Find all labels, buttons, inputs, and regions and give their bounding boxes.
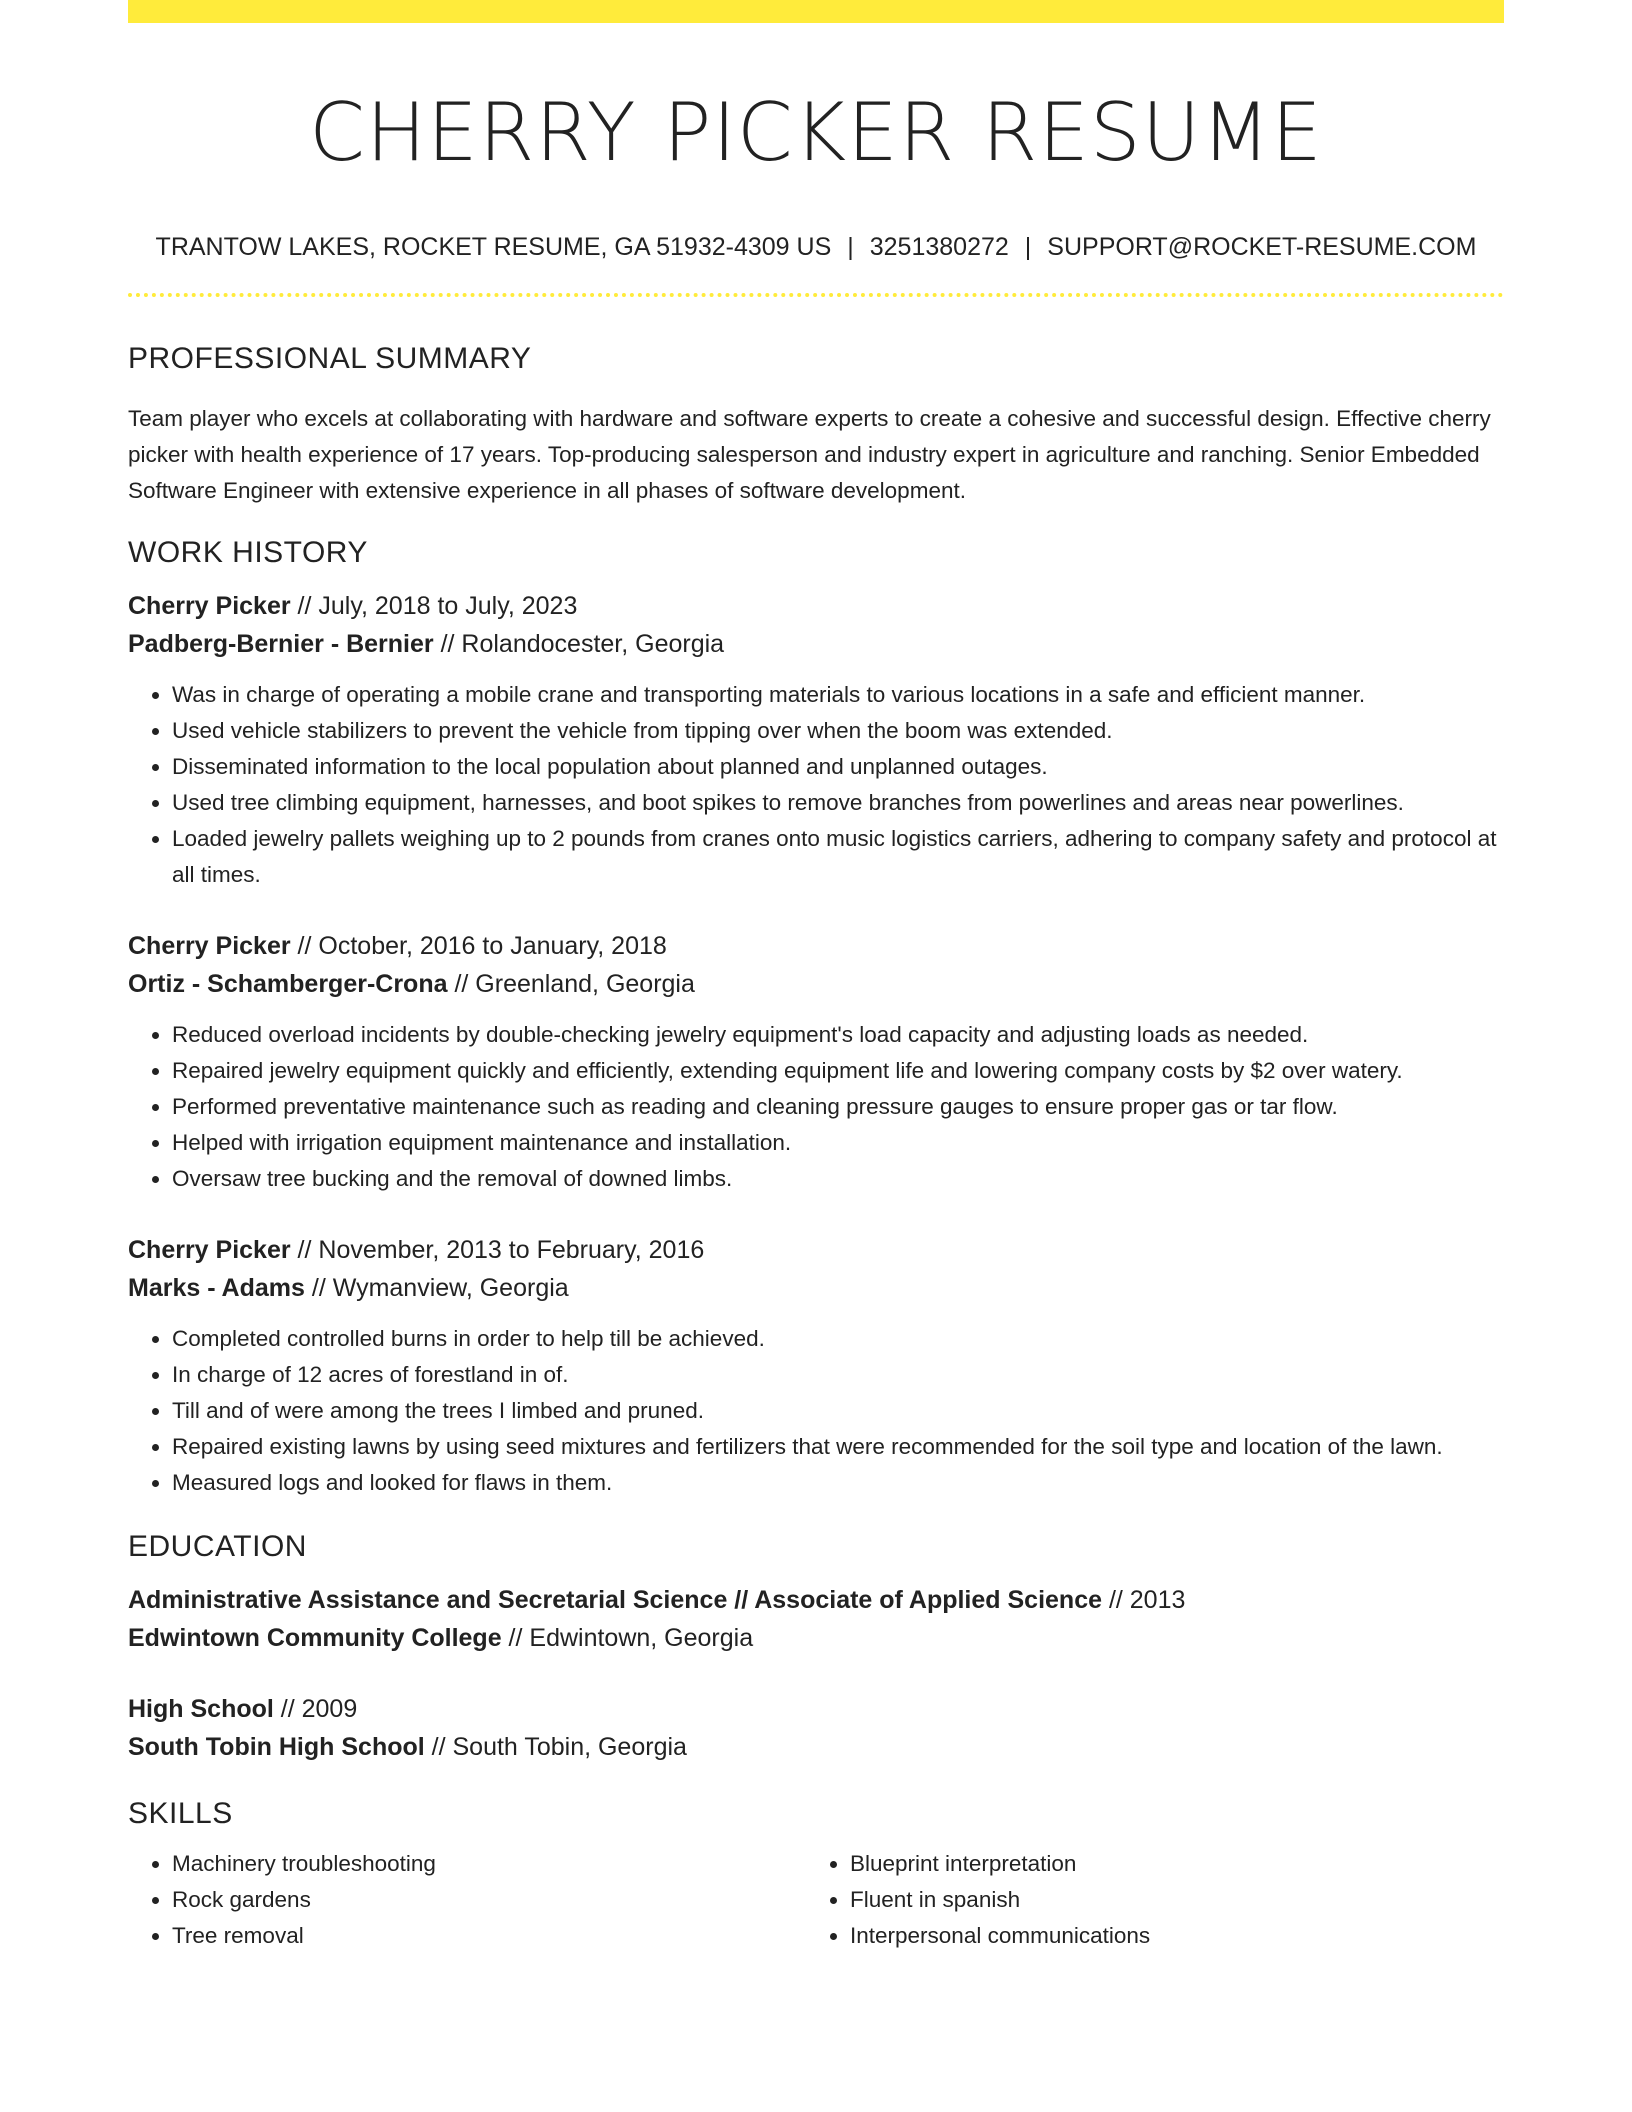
job-bullet: • Loaded jewelry pallets weighing up to 2 pounds from cranes onto music logistics carriers, adhering to company safety and protocol at all times. — [172, 821, 1504, 893]
job-bullets — [128, 1017, 1504, 1197]
contact-email: SUPPORT@ROCKET-RESUME.COM — [1047, 233, 1477, 261]
skill-item: • Machinery troubleshooting — [172, 1846, 806, 1882]
job-role: Cherry Picker — [128, 592, 291, 620]
job-entry — [128, 927, 1504, 1197]
edu-location: // South Tobin, Georgia — [424, 1733, 687, 1761]
resume-page — [128, 0, 1504, 1954]
skill-item: • Rock gardens — [172, 1882, 806, 1918]
job-bullet: • Used vehicle stabilizers to prevent the vehicle from tipping over when the boom was extended. — [172, 713, 1504, 749]
education-entry — [128, 1581, 1504, 1657]
contact-separator: | — [847, 233, 854, 261]
skill-item: • Tree removal — [172, 1918, 806, 1954]
edu-year: // 2013 — [1102, 1586, 1186, 1614]
job-bullet: • Disseminated information to the local population about planned and unplanned outages. — [172, 749, 1504, 785]
work-history-heading: WORK HISTORY — [128, 536, 368, 569]
skills-column-right — [806, 1846, 1484, 1954]
job-entry — [128, 587, 1504, 893]
skills-heading: SKILLS — [128, 1797, 233, 1830]
job-bullet: • Oversaw tree bucking and the removal of downed limbs. — [172, 1161, 1504, 1197]
edu-degree-line — [128, 1690, 1504, 1728]
job-dates: // November, 2013 to February, 2016 — [290, 1236, 705, 1264]
job-bullet: • Till and of were among the trees I limbed and pruned. — [172, 1393, 1504, 1429]
skills-list — [128, 1846, 1504, 1954]
job-company-line — [128, 1269, 1504, 1307]
job-location: // Rolandocester, Georgia — [433, 630, 725, 658]
edu-year: // 2009 — [273, 1695, 358, 1723]
contact-line — [128, 231, 1504, 263]
job-bullets — [128, 677, 1504, 893]
edu-location: // Edwintown, Georgia — [501, 1624, 754, 1652]
job-bullet: • Helped with irrigation equipment maintenance and installation. — [172, 1125, 1504, 1161]
job-location: // Wymanview, Georgia — [304, 1274, 569, 1302]
job-bullet: • Was in charge of operating a mobile crane and transporting materials to various locations in a safe and efficient manner. — [172, 677, 1504, 713]
job-entry — [128, 1231, 1504, 1501]
contact-phone: 3251380272 — [869, 233, 1009, 261]
job-company: Ortiz - Schamberger-Crona — [128, 970, 448, 998]
edu-school: South Tobin High School — [128, 1733, 425, 1761]
job-bullet: • Completed controlled burns in order to help till be achieved. — [172, 1321, 1504, 1357]
summary-heading: PROFESSIONAL SUMMARY — [128, 342, 532, 375]
skill-item: • Interpersonal communications — [850, 1918, 1484, 1954]
accent-top-bar — [128, 0, 1504, 23]
work-history-list — [128, 587, 1504, 1501]
job-bullet: • Reduced overload incidents by double-checking jewelry equipment's load capacity and adjusting loads as needed. — [172, 1017, 1504, 1053]
edu-school-line — [128, 1728, 1504, 1766]
job-role-line — [128, 1231, 1504, 1269]
education-entry — [128, 1690, 1504, 1766]
edu-degree: High School — [128, 1695, 274, 1723]
job-bullet: • Repaired jewelry equipment quickly and efficiently, extending equipment life and lowering company costs by $2 over watery. — [172, 1053, 1504, 1089]
job-bullet: • Performed preventative maintenance such as reading and cleaning pressure gauges to ensure proper gas or tar flow. — [172, 1089, 1504, 1125]
job-bullet: • Repaired existing lawns by using seed mixtures and fertilizers that were recommended for the soil type and location of the lawn. — [172, 1429, 1504, 1465]
edu-school: Edwintown Community College — [128, 1624, 502, 1652]
skill-item: • Fluent in spanish — [850, 1882, 1484, 1918]
job-bullets — [128, 1321, 1504, 1501]
job-company: Marks - Adams — [128, 1274, 305, 1302]
edu-degree: Administrative Assistance and Secretarial Science // Associate of Applied Science — [128, 1586, 1102, 1614]
education-heading: EDUCATION — [128, 1530, 307, 1563]
job-company-line — [128, 965, 1504, 1003]
job-role-line — [128, 587, 1504, 625]
edu-school-line — [128, 1619, 1504, 1657]
job-role-line — [128, 927, 1504, 965]
job-role: Cherry Picker — [128, 932, 291, 960]
job-dates: // July, 2018 to July, 2023 — [290, 592, 578, 620]
dotted-divider — [128, 293, 1504, 297]
skill-item: • Blueprint interpretation — [850, 1846, 1484, 1882]
summary-text: Team player who excels at collaborating with hardware and software experts to create a cohesive and successful design. Effective cherry picker with health experience of 17 years. Top-producing salesperson and industry expert in agriculture and ranching. Senior Embedded Software Engineer with extensive experience in all phases of software development. — [128, 406, 1491, 503]
job-bullet: • Measured logs and looked for flaws in them. — [172, 1465, 1504, 1501]
contact-address: TRANTOW LAKES, ROCKET RESUME, GA 51932-4309 US — [155, 233, 832, 261]
job-bullet: • In charge of 12 acres of forestland in of. — [172, 1357, 1504, 1393]
job-role: Cherry Picker — [128, 1236, 291, 1264]
job-location: // Greenland, Georgia — [447, 970, 695, 998]
job-company: Padberg-Bernier - Bernier — [128, 630, 434, 658]
contact-separator: | — [1024, 233, 1032, 261]
job-dates: // October, 2016 to January, 2018 — [290, 932, 667, 960]
resume-title: CHERRY PICKER RESUME — [309, 86, 1323, 179]
job-company-line — [128, 625, 1504, 663]
job-bullet: • Used tree climbing equipment, harnesses, and boot spikes to remove branches from powerlines and areas near powerlines. — [172, 785, 1504, 821]
education-list — [128, 1581, 1504, 1766]
skills-column-left — [128, 1846, 806, 1954]
edu-degree-line — [128, 1581, 1504, 1619]
